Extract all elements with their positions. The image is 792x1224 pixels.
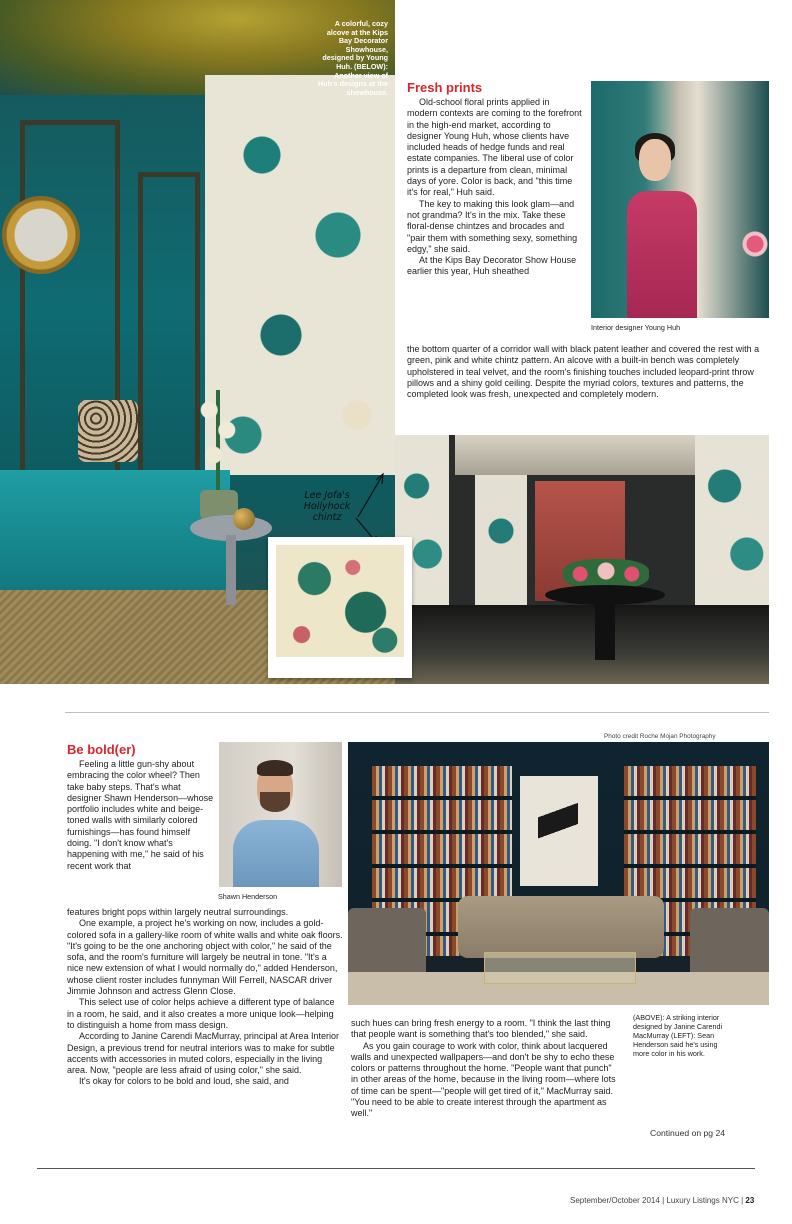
footer-rule: [37, 1168, 755, 1169]
section-divider: [65, 712, 769, 713]
leopard-pillow: [78, 400, 138, 462]
fresh-prints-paragraph: The key to making this look glam—and not grandma? It's in the mix. Take these floral-dense chintzes and brocades and "pair them with something sexy, something edgy," she said.: [407, 198, 578, 254]
fresh-prints-paragraph: Old-school floral prints applied in modern contexts are coming to the forefront in the high-end market, according to designer Young Huh, whose clients have included heads of hedge funds and real estate companies. The liberal use of color prints is a departure from clean, minimal days of yore. Color is back, and "this time it's for real," Huh said.: [407, 97, 582, 198]
library-caption: (ABOVE): A striking interior designed by Janine Carendi MacMurray (LEFT): Sean Henderson said he's using more color in his work.: [633, 1013, 723, 1058]
library-photo: [348, 742, 769, 1005]
be-bolder-paragraph: such hues can bring fresh energy to a room. "I think the last thing that people want is something that's too blended," she said.: [351, 1018, 611, 1040]
sunburst-mirror: [2, 196, 80, 274]
shawn-henderson-portrait: [219, 742, 342, 887]
be-bolder-column: [67, 907, 343, 1088]
page-footer: [570, 1196, 754, 1205]
gold-orb: [233, 508, 255, 530]
portrait-caption: Interior designer Young Huh: [591, 323, 681, 332]
continued-note: Continued on pg 24: [650, 1128, 726, 1138]
artwork-stroke: [538, 792, 578, 862]
wall-panel-right: [138, 172, 200, 482]
publication-name: Luxury Listings NYC: [666, 1196, 739, 1205]
issue-date: September/October 2014: [570, 1196, 660, 1205]
orchid-arrangement: [196, 390, 240, 490]
fabric-swatch-polaroid: [268, 537, 412, 678]
armchair-left: [348, 908, 426, 978]
alcove-caption: A colorful, cozy alcove at the Kips Bay Decorator Showhouse, designed by Young Huh. (BELOW): Another view of Huh's designs at the showhouse.: [317, 19, 388, 97]
page-number: 23: [745, 1196, 755, 1205]
chintz-wall-middle: [475, 475, 527, 615]
be-bolder-paragraph: One example, a project he's working on now, includes a gold-colored sofa in a gallery-like room of white walls and white oak floors. "It's going to be the one anchoring object with color," he said of the sofa, and the room's furniture will largely be neutral in tone. "It's a nice new extension of what I would normally do," added Henderson, whose client roster includes funnyman Will Ferrell, NASCAR driver Jimmie Johnson and actress Glenn Close.: [67, 918, 343, 997]
patent-leather-wainscot: [395, 605, 769, 684]
be-bolder-paragraph: features bright pops within largely neutral surroundings.: [67, 907, 289, 917]
be-bolder-paragraph: Feeling a little gun-shy about embracing the color wheel? Then take baby steps. That's what designer Shawn Henderson—whose portfolio includes white and beige-toned walls with similarly colored furnishings—has found himself doing. "I don't know what's happening with me," he said of his recent work that: [67, 759, 214, 871]
portrait-shirt: [233, 820, 319, 887]
footer-separator: |: [741, 1196, 744, 1205]
be-bolder-column-2: [351, 1018, 619, 1120]
footer-separator: |: [662, 1196, 665, 1205]
fresh-prints-column: [407, 97, 582, 278]
be-bolder-paragraph: As you gain courage to work with color, think about lacquered walls and unexpected wallpapers—and don't be shy to echo these colors or patterns throughout the home. "People want that punch" in other areas of the home, because in the living room—where lots of time can be spent—"people will get tired of it," MacMurray said. "You need to be able to create interest through the apartment as well.": [351, 1040, 616, 1119]
be-bolder-heading: Be bold(er): [67, 742, 136, 757]
side-table-leg: [226, 535, 236, 605]
round-table-base: [595, 600, 615, 660]
portrait-hair: [257, 760, 293, 776]
shawn-caption: Shawn Henderson: [218, 892, 278, 901]
corridor-ceiling: [455, 435, 695, 475]
be-bolder-paragraph: According to Janine Carendi MacMurray, principal at Area Interior Design, a previous trend for neutral interiors was to make for subtle accents with accessories in muted colors, especially in the living area. Now, "people are less afraid of using color," she said.: [67, 1031, 339, 1076]
sofa: [458, 896, 664, 958]
portrait-face: [639, 139, 671, 181]
pink-dress: [627, 191, 697, 318]
fresh-prints-paragraph-wide: the bottom quarter of a corridor wall with black patent leather and covered the rest with a green, pink and white chintz pattern. An alcove with a built-in bench was completely upholstered in teal velvet, and the room's finishing touches included leopard-print throw pillows and a shiny gold ceiling. Despite the myriad colors, textures and patterns, the completed look was fresh, unexpected and completely modern.: [407, 344, 760, 400]
portrait-beard: [260, 792, 290, 812]
be-bolder-paragraph: It's okay for colors to be bold and loud, she said, and: [79, 1076, 289, 1087]
fresh-prints-paragraph: At the Kips Bay Decorator Show House earlier this year, Huh sheathed: [407, 255, 577, 277]
young-huh-portrait: [591, 81, 769, 318]
chintz-wall-right: [695, 435, 769, 605]
pink-flowers: [741, 229, 769, 259]
armchair-right: [690, 908, 769, 978]
be-bolder-paragraph: This select use of color helps achieve a different type of balance in a room, he said, and it also creates a more unique look—helping to distinguish a home from mass design.: [67, 997, 335, 1030]
corridor-photo: [395, 435, 769, 684]
swatch-label: Lee Jofa's Hollyhock chintz: [303, 490, 351, 523]
glass-coffee-table: [484, 952, 636, 984]
fresh-prints-heading: Fresh prints: [407, 80, 483, 95]
hollyhock-swatch: [276, 545, 404, 657]
photo-credit: Photo credit Roche Mojan Photography: [604, 733, 716, 740]
